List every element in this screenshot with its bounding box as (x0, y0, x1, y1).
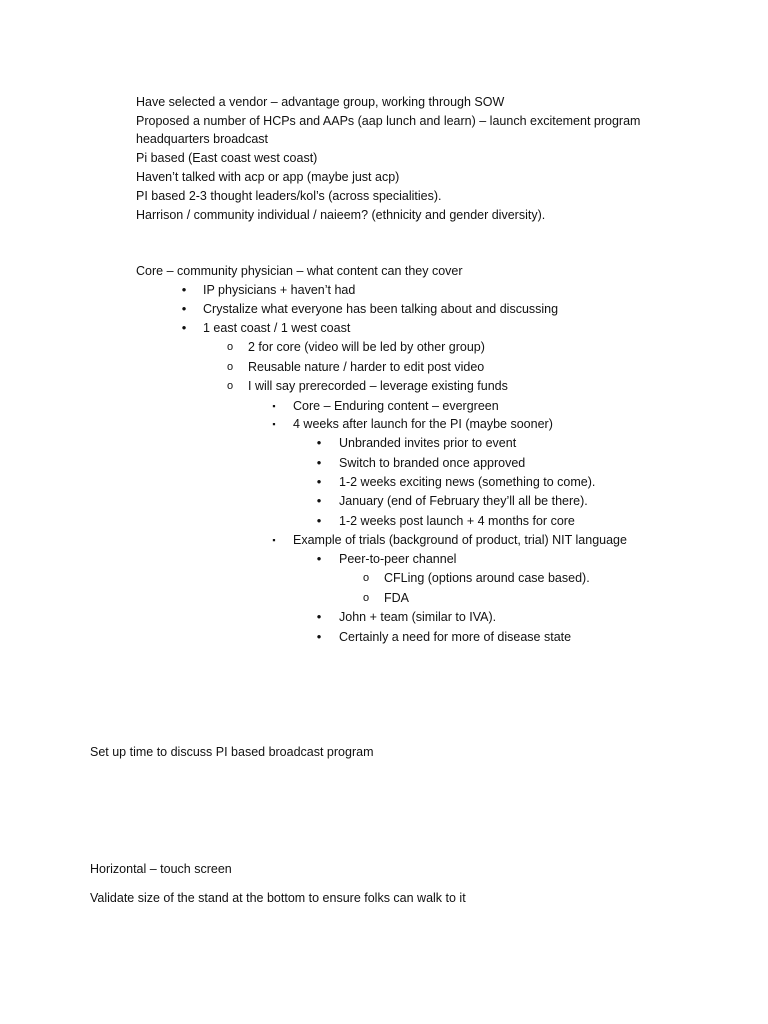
bullet-square-icon: ▪ (272, 535, 276, 545)
list-item: I will say prerecorded – leverage existing funds (248, 379, 508, 393)
bullet-square-icon: ▪ (272, 419, 276, 429)
note-line: PI based 2-3 thought leaders/kol’s (across specialities). (136, 189, 442, 203)
bullet-circle-icon: o (226, 380, 234, 392)
list-item: FDA (384, 591, 409, 605)
list-item: 1-2 weeks post launch + 4 months for core (339, 514, 575, 528)
list-item: 1 east coast / 1 west coast (203, 321, 351, 335)
list-item: January (end of February they’ll all be there). (339, 494, 588, 508)
bullet-square-icon: ▪ (272, 401, 276, 411)
note-line: Proposed a number of HCPs and AAPs (aap lunch and learn) – launch excitement program (136, 114, 641, 128)
note-line: Harrison / community individual / naieem? (ethnicity and gender diversity). (136, 208, 546, 222)
bullet-dot-icon: • (316, 609, 322, 624)
bullet-dot-icon: • (316, 474, 322, 489)
bullet-dot-icon: • (316, 493, 322, 508)
list-item: Switch to branded once approved (339, 456, 526, 470)
note-setup: Set up time to discuss PI based broadcast program (90, 745, 374, 759)
list-item: CFLing (options around case based). (384, 571, 590, 585)
list-item: Certainly a need for more of disease state (339, 630, 572, 644)
note-line: Pi based (East coast west coast) (136, 151, 318, 165)
bullet-dot-icon: • (316, 455, 322, 470)
bullet-dot-icon: • (316, 629, 322, 644)
bullet-dot-icon: • (316, 513, 322, 528)
list-item: 1-2 weeks exciting news (something to come). (339, 475, 596, 489)
bullet-dot-icon: • (316, 551, 322, 566)
list-item: Reusable nature / harder to edit post video (248, 360, 485, 374)
core-heading: Core – community physician – what content can they cover (136, 264, 463, 278)
list-item: 4 weeks after launch for the PI (maybe sooner) (293, 417, 553, 431)
list-item: Peer-to-peer channel (339, 552, 457, 566)
bullet-circle-icon: o (362, 592, 370, 604)
bullet-dot-icon: • (181, 320, 187, 335)
note-line: Have selected a vendor – advantage group, working through SOW (136, 95, 505, 109)
bullet-dot-icon: • (316, 435, 322, 450)
bullet-circle-icon: o (362, 572, 370, 584)
bullet-circle-icon: o (226, 361, 234, 373)
list-item: Crystalize what everyone has been talking about and discussing (203, 302, 559, 316)
list-item: 2 for core (video will be led by other group) (248, 340, 485, 354)
note-line: Haven’t talked with acp or app (maybe just acp) (136, 170, 400, 184)
list-item: Unbranded invites prior to event (339, 436, 517, 450)
note-validate: Validate size of the stand at the bottom to ensure folks can walk to it (90, 891, 466, 905)
bullet-dot-icon: • (181, 282, 187, 297)
bullet-circle-icon: o (226, 341, 234, 353)
list-item: Core – Enduring content – evergreen (293, 399, 499, 413)
note-horizontal: Horizontal – touch screen (90, 862, 232, 876)
list-item: IP physicians + haven’t had (203, 283, 356, 297)
list-item: Example of trials (background of product, trial) NIT language (293, 533, 627, 547)
list-item: John + team (similar to IVA). (339, 610, 497, 624)
note-line: headquarters broadcast (136, 132, 269, 146)
bullet-dot-icon: • (181, 301, 187, 316)
